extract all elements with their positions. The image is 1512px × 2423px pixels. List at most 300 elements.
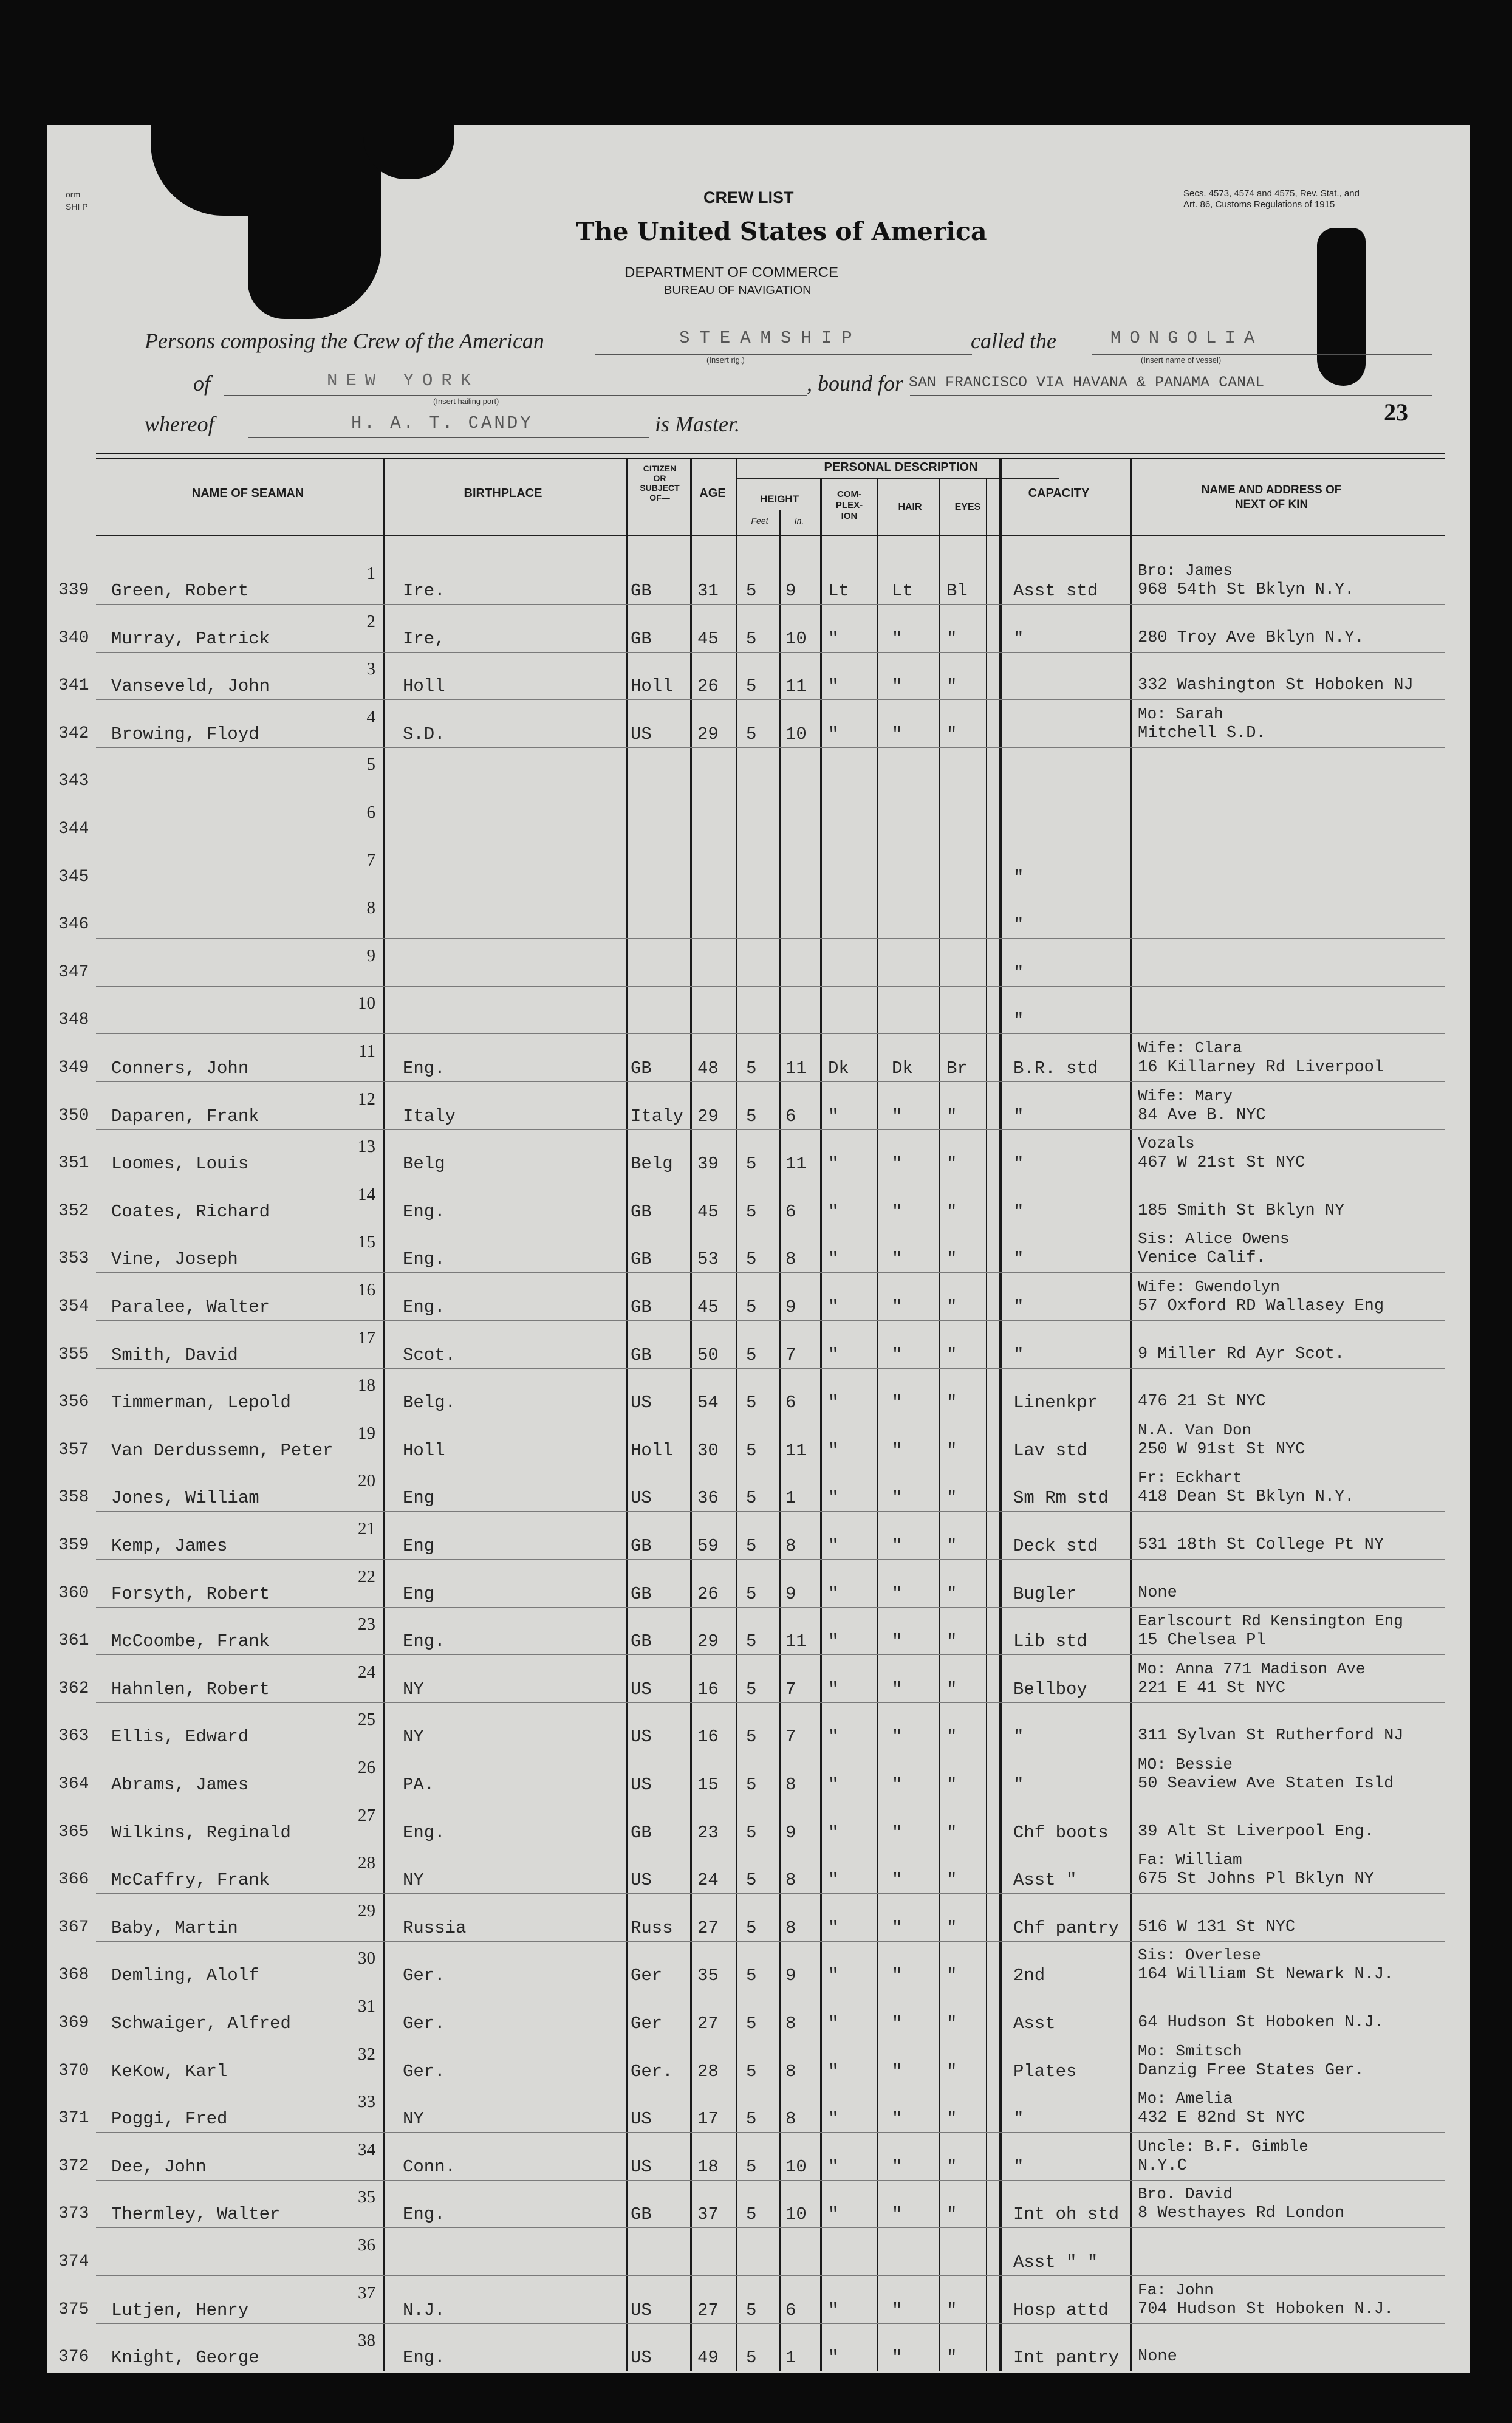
col-header-name: NAME OF SEAMAN: [191, 487, 304, 500]
row-sequence-number: 357: [58, 1440, 89, 1459]
height-feet: 5: [746, 1775, 757, 1795]
capacity: ": [1013, 2109, 1024, 2130]
complexion: ": [828, 1822, 839, 1843]
row-rule: [96, 1702, 1445, 1703]
hair-color: ": [892, 1631, 903, 1652]
height-feet: 5: [746, 1536, 757, 1556]
eye-color: ": [946, 1154, 957, 1174]
citizenship: Belg: [631, 1154, 673, 1174]
row-sequence-number: 340: [58, 628, 89, 648]
birthplace: Belg.: [403, 1393, 456, 1413]
page-number: 23: [1384, 399, 1408, 426]
complexion: ": [828, 2109, 839, 2130]
complexion: ": [828, 1870, 839, 1891]
height-feet: 5: [746, 1488, 757, 1509]
height-inches: 11: [785, 1058, 807, 1078]
eye-color: Bl: [946, 581, 968, 601]
seaman-name: Kemp, James: [111, 1536, 228, 1556]
next-of-kin-address: 50 Seaview Ave Staten Isld: [1138, 1775, 1394, 1793]
hair-color: ": [892, 2348, 903, 2368]
row-line-number: 23: [358, 1614, 375, 1634]
col-header-inches: In.: [794, 516, 804, 526]
row-rule: [96, 1081, 1445, 1082]
form-title: CREW LIST: [703, 188, 794, 207]
birthplace: Ger.: [403, 1965, 445, 1986]
row-line-number: 25: [358, 1710, 375, 1730]
row-sequence-number: 353: [58, 1249, 89, 1269]
bureau-name: BUREAU OF NAVIGATION: [664, 284, 812, 297]
next-of-kin-address: 704 Hudson St Hoboken N.J.: [1138, 2300, 1394, 2318]
seaman-name: Poggi, Fred: [111, 2109, 228, 2130]
seaman-name: Coates, Richard: [111, 1201, 270, 1222]
capacity: ": [1013, 1201, 1024, 1222]
age: 24: [697, 1870, 719, 1891]
height-feet: 5: [746, 1106, 757, 1126]
birthplace: Eng.: [403, 1249, 445, 1270]
column-divider: [820, 478, 822, 2371]
row-sequence-number: 355: [58, 1345, 89, 1364]
birthplace: Eng: [403, 1488, 435, 1509]
next-of-kin-name: Bro. David: [1138, 2185, 1233, 2204]
capacity: Bugler: [1013, 1583, 1077, 1604]
citizenship: GB: [631, 628, 652, 649]
seaman-name: McCaffry, Frank: [111, 1870, 270, 1891]
next-of-kin-address: 432 E 82nd St NYC: [1138, 2109, 1305, 2128]
complexion: ": [828, 2300, 839, 2320]
ink-blot: [1317, 228, 1366, 386]
row-rule: [96, 1033, 1445, 1034]
seaman-name: Conners, John: [111, 1058, 249, 1078]
column-divider: [877, 478, 878, 2371]
hair-color: ": [892, 1297, 903, 1317]
row-line-number: 16: [358, 1280, 375, 1300]
row-sequence-number: 360: [58, 1583, 89, 1603]
complexion: Lt: [828, 581, 849, 601]
hair-color: Dk: [892, 1058, 913, 1078]
row-sequence-number: 346: [58, 915, 89, 934]
citizenship: Russ: [631, 1917, 673, 1938]
citizenship: Ger: [631, 1965, 663, 1986]
hailing-port: NEW YORK: [327, 371, 480, 391]
row-rule: [96, 747, 1445, 748]
row-rule: [96, 1368, 1445, 1369]
eye-color: ": [946, 1536, 957, 1556]
birthplace: Eng.: [403, 1631, 445, 1652]
capacity: ": [1013, 962, 1024, 983]
age: 17: [697, 2109, 719, 2130]
row-line-number: 38: [358, 2331, 375, 2351]
age: 31: [697, 581, 719, 601]
complexion: ": [828, 1345, 839, 1365]
capacity: Sm Rm std: [1013, 1488, 1109, 1509]
height-inches: 10: [785, 724, 807, 744]
row-sequence-number: 350: [58, 1106, 89, 1125]
row-line-number: 32: [358, 2044, 375, 2064]
next-of-kin-name: Uncle: B.F. Gimble: [1138, 2137, 1308, 2156]
height-feet: 5: [746, 2156, 757, 2177]
row-line-number: 10: [358, 993, 375, 1013]
height-inches: 7: [785, 1727, 796, 1747]
hair-color: ": [892, 1201, 903, 1222]
next-of-kin-address: Mitchell S.D.: [1138, 724, 1266, 742]
row-sequence-number: 345: [58, 867, 89, 886]
rule: [1092, 354, 1432, 355]
citizenship: Ger: [631, 2013, 663, 2034]
next-of-kin-address: 280 Troy Ave Bklyn N.Y.: [1138, 628, 1364, 647]
master-name: H. A. T. CANDY: [351, 413, 533, 433]
age: 18: [697, 2156, 719, 2177]
birthplace: Ger.: [403, 2061, 445, 2082]
eye-color: ": [946, 1822, 957, 1843]
row-sequence-number: 347: [58, 962, 89, 982]
next-of-kin-address: 8 Westhayes Rd London: [1138, 2204, 1345, 2223]
citizenship: Holl: [631, 1440, 673, 1461]
seaman-name: Jones, William: [111, 1488, 259, 1509]
citizenship: GB: [631, 1058, 652, 1078]
next-of-kin-name: Sis: Alice Owens: [1138, 1230, 1290, 1249]
row-sequence-number: 367: [58, 1917, 89, 1937]
row-sequence-number: 339: [58, 581, 89, 600]
rule: [910, 395, 1432, 396]
complexion: ": [828, 1775, 839, 1795]
hair-color: ": [892, 2061, 903, 2082]
row-sequence-number: 366: [58, 1870, 89, 1890]
height-feet: 5: [746, 1201, 757, 1222]
statute-note-line2: Art. 86, Customs Regulations of 1915: [1183, 199, 1335, 210]
col-header-complexion-line3: ION: [841, 511, 858, 521]
birthplace: Ger.: [403, 2013, 445, 2034]
complexion: ": [828, 2348, 839, 2368]
capacity: ": [1013, 1727, 1024, 1747]
hair-color: ": [892, 2204, 903, 2225]
citizenship: US: [631, 2348, 652, 2368]
seaman-name: Wilkins, Reginald: [111, 1822, 291, 1843]
height-inches: 11: [785, 1631, 807, 1652]
height-inches: 8: [785, 1536, 796, 1556]
eye-color: ": [946, 1440, 957, 1461]
torn-paper-area: [248, 125, 381, 319]
row-line-number: 1: [366, 564, 375, 583]
row-sequence-number: 359: [58, 1536, 89, 1555]
birthplace: N.J.: [403, 2300, 445, 2320]
citizenship: GB: [631, 1345, 652, 1365]
eye-color: ": [946, 1488, 957, 1509]
eye-color: ": [946, 1727, 957, 1747]
eye-color: ": [946, 1345, 957, 1365]
statute-note: [1183, 188, 1360, 210]
height-feet: 5: [746, 2013, 757, 2034]
citizenship: US: [631, 1679, 652, 1699]
birthplace: Conn.: [403, 2156, 456, 2177]
height-inches: 8: [785, 1775, 796, 1795]
next-of-kin-address: 467 W 21st St NYC: [1138, 1154, 1305, 1173]
height-feet: 5: [746, 1917, 757, 1938]
table-top-border: [96, 453, 1445, 454]
seaman-name: Schwaiger, Alfred: [111, 2013, 291, 2034]
form-number-line1: orm: [66, 190, 81, 199]
column-divider: [939, 478, 940, 2371]
destination: SAN FRANCISCO VIA HAVANA & PANAMA CANAL: [909, 374, 1265, 391]
age: 27: [697, 1917, 719, 1938]
height-feet: 5: [746, 676, 757, 697]
row-sequence-number: 341: [58, 676, 89, 696]
next-of-kin-name: Vozals: [1138, 1134, 1195, 1153]
row-line-number: 2: [366, 611, 375, 631]
row-sequence-number: 373: [58, 2204, 89, 2224]
row-sequence-number: 352: [58, 1201, 89, 1221]
seaman-name: Dee, John: [111, 2156, 207, 2177]
next-of-kin-name: N.A. Van Don: [1138, 1421, 1252, 1439]
next-of-kin-address: 476 21 St NYC: [1138, 1393, 1266, 1411]
row-rule: [96, 1511, 1445, 1512]
row-line-number: 29: [358, 1900, 375, 1921]
birthplace: Russia: [403, 1917, 467, 1938]
crew-list-page: [47, 125, 1470, 2373]
rule: [737, 478, 1059, 479]
row-sequence-number: 344: [58, 820, 89, 838]
row-rule: [96, 1559, 1445, 1560]
next-of-kin-name: Fr: Eckhart: [1138, 1469, 1242, 1487]
complexion: ": [828, 2013, 839, 2034]
birthplace: Eng: [403, 1536, 435, 1556]
birthplace: Eng.: [403, 1297, 445, 1317]
hair-color: ": [892, 1917, 903, 1938]
complexion: ": [828, 2156, 839, 2177]
age: 45: [697, 628, 719, 649]
complexion: ": [828, 628, 839, 649]
row-rule: [96, 1320, 1445, 1321]
row-line-number: 34: [358, 2139, 375, 2159]
next-of-kin-name: Fa: John: [1138, 2280, 1214, 2299]
capacity: ": [1013, 628, 1024, 649]
age: 29: [697, 1631, 719, 1652]
eye-color: Br: [946, 1058, 968, 1078]
seaman-name: Daparen, Frank: [111, 1106, 259, 1126]
height-inches: 10: [785, 2204, 807, 2225]
birthplace: Holl: [403, 676, 445, 697]
next-of-kin-address: 185 Smith St Bklyn NY: [1138, 1201, 1345, 1220]
complexion: ": [828, 1201, 839, 1222]
statute-note-line1: Secs. 4573, 4574 and 4575, Rev. Stat., and: [1183, 188, 1360, 199]
hair-color: ": [892, 1249, 903, 1270]
row-line-number: 3: [366, 659, 375, 679]
next-of-kin-name: Wife: Gwendolyn: [1138, 1278, 1281, 1296]
next-of-kin-name: MO: Bessie: [1138, 1755, 1233, 1774]
citizenship: GB: [631, 1249, 652, 1270]
height-inches: 9: [785, 581, 796, 601]
complexion: ": [828, 1583, 839, 1604]
complexion: ": [828, 1727, 839, 1747]
row-sequence-number: 363: [58, 1727, 89, 1746]
col-header-complexion-line2: PLEX-: [835, 500, 863, 510]
height-inches: 11: [785, 1440, 807, 1461]
eye-color: ": [946, 1297, 957, 1317]
called-the-label: called the: [971, 329, 1056, 353]
row-sequence-number: 371: [58, 2109, 89, 2128]
age: 45: [697, 1297, 719, 1317]
age: 53: [697, 1249, 719, 1270]
eye-color: ": [946, 2348, 957, 2368]
row-sequence-number: 372: [58, 2156, 89, 2176]
eye-color: ": [946, 628, 957, 649]
height-inches: 8: [785, 2061, 796, 2082]
height-inches: 8: [785, 1870, 796, 1891]
row-sequence-number: 369: [58, 2013, 89, 2032]
next-of-kin-name: Mo: Sarah: [1138, 704, 1223, 723]
capacity: ": [1013, 1775, 1024, 1795]
next-of-kin-name: Bro: James: [1138, 561, 1233, 580]
department-name: DEPARTMENT OF COMMERCE: [624, 264, 839, 281]
capacity: ": [1013, 1106, 1024, 1126]
next-of-kin-name: Wife: Mary: [1138, 1086, 1233, 1105]
capacity: ": [1013, 1345, 1024, 1365]
age: 30: [697, 1440, 719, 1461]
age: 45: [697, 1201, 719, 1222]
capacity: Bellboy: [1013, 1679, 1087, 1699]
row-sequence-number: 375: [58, 2300, 89, 2319]
complexion: ": [828, 1249, 839, 1270]
row-line-number: 7: [366, 850, 375, 870]
rule: [248, 437, 649, 438]
age: 50: [697, 1345, 719, 1365]
seaman-name: Abrams, James: [111, 1775, 249, 1795]
height-feet: 5: [746, 1822, 757, 1843]
birthplace: Eng.: [403, 1058, 445, 1078]
citizenship: Ger.: [631, 2061, 673, 2082]
hair-color: ": [892, 1965, 903, 1986]
height-feet: 5: [746, 628, 757, 649]
col-header-eyes: EYES: [954, 502, 981, 512]
row-rule: [96, 2132, 1445, 2133]
height-inches: 9: [785, 1822, 796, 1843]
next-of-kin-address: 9 Miller Rd Ayr Scot.: [1138, 1345, 1345, 1363]
seaman-name: Timmerman, Lepold: [111, 1393, 291, 1413]
citizenship: GB: [631, 1297, 652, 1317]
capacity: Plates: [1013, 2061, 1077, 2082]
seaman-name: Forsyth, Robert: [111, 1583, 270, 1604]
row-sequence-number: 342: [58, 724, 89, 743]
row-sequence-number: 374: [58, 2252, 89, 2271]
row-line-number: 12: [358, 1089, 375, 1109]
height-inches: 7: [785, 1345, 796, 1365]
complexion: ": [828, 1297, 839, 1317]
row-line-number: 4: [366, 707, 375, 727]
is-master-label: is Master.: [655, 412, 741, 436]
next-of-kin-name: Sis: Overlese: [1138, 1946, 1261, 1965]
citizenship: US: [631, 2300, 652, 2320]
next-of-kin-address: 675 St Johns Pl Bklyn NY: [1138, 1870, 1374, 1889]
next-of-kin-address: Venice Calif.: [1138, 1249, 1266, 1268]
row-rule: [96, 2275, 1445, 2276]
age: 26: [697, 1583, 719, 1604]
row-line-number: 24: [358, 1662, 375, 1682]
height-feet: 5: [746, 1583, 757, 1604]
col-header-complexion-line1: COM-: [837, 489, 861, 499]
complexion: ": [828, 2204, 839, 2225]
eye-color: ": [946, 2013, 957, 2034]
citizenship: GB: [631, 581, 652, 601]
capacity: Linenkpr: [1013, 1393, 1098, 1413]
row-line-number: 14: [358, 1184, 375, 1204]
complexion: ": [828, 1917, 839, 1938]
hair-color: ": [892, 2300, 903, 2320]
row-rule: [96, 2323, 1445, 2324]
height-inches: 11: [785, 676, 807, 697]
complexion: ": [828, 1536, 839, 1556]
col-header-citizen: [629, 464, 690, 502]
height-inches: 9: [785, 1965, 796, 1986]
citizenship: US: [631, 1870, 652, 1891]
capacity: ": [1013, 1297, 1024, 1317]
citizenship: US: [631, 2109, 652, 2130]
hair-color: ": [892, 1440, 903, 1461]
capacity: ": [1013, 2156, 1024, 2177]
row-line-number: 36: [358, 2235, 375, 2255]
hair-color: ": [892, 724, 903, 744]
eye-color: ": [946, 2300, 957, 2320]
capacity: Deck std: [1013, 1536, 1098, 1556]
birthplace: Italy: [403, 1106, 456, 1126]
seaman-name: Vine, Joseph: [111, 1249, 238, 1270]
capacity: Hosp attd: [1013, 2300, 1109, 2320]
rig-value: STEAMSHIP: [679, 328, 862, 348]
height-feet: 5: [746, 2300, 757, 2320]
height-inches: 1: [785, 2348, 796, 2368]
column-divider: [779, 510, 781, 2371]
eye-color: ": [946, 1917, 957, 1938]
col-header-birthplace: BIRTHPLACE: [464, 487, 542, 500]
complexion: ": [828, 724, 839, 744]
next-of-kin-address: 221 E 41 St NYC: [1138, 1679, 1286, 1698]
age: 29: [697, 724, 719, 744]
row-rule: [96, 652, 1445, 653]
height-inches: 7: [785, 1679, 796, 1699]
hair-color: ": [892, 1727, 903, 1747]
seaman-name: Baby, Martin: [111, 1917, 238, 1938]
birthplace: NY: [403, 1679, 424, 1699]
row-line-number: 37: [358, 2283, 375, 2303]
eye-color: ": [946, 1249, 957, 1270]
citizenship: GB: [631, 2204, 652, 2225]
persons-composing-label: Persons composing the Crew of the American: [145, 329, 544, 353]
height-feet: 5: [746, 2204, 757, 2225]
capacity: Asst ": [1013, 1870, 1077, 1891]
height-inches: 1: [785, 1488, 796, 1509]
hair-color: ": [892, 1106, 903, 1126]
table-top-border-2: [96, 458, 1445, 459]
height-inches: 9: [785, 1583, 796, 1604]
eye-color: ": [946, 1631, 957, 1652]
whereof-label: whereof: [145, 412, 214, 436]
capacity: Chf boots: [1013, 1822, 1109, 1843]
next-of-kin-address: 57 Oxford RD Wallasey Eng: [1138, 1297, 1384, 1315]
next-of-kin-address: None: [1138, 2348, 1177, 2366]
height-inches: 6: [785, 1393, 796, 1413]
next-of-kin-address: 968 54th St Bklyn N.Y.: [1138, 581, 1355, 599]
age: 27: [697, 2300, 719, 2320]
next-of-kin-name: Mo: Anna 771 Madison Ave: [1138, 1659, 1366, 1678]
complexion: ": [828, 676, 839, 697]
eye-color: ": [946, 2109, 957, 2130]
col-header-citizen-line3: SUBJECT: [640, 483, 680, 493]
col-header-feet: Feet: [751, 516, 768, 526]
hair-color: ": [892, 2109, 903, 2130]
vessel-name: MONGOLIA: [1110, 328, 1264, 348]
row-line-number: 9: [366, 945, 375, 965]
next-of-kin-address: None: [1138, 1583, 1177, 1602]
row-line-number: 30: [358, 1948, 375, 1969]
row-line-number: 11: [358, 1041, 375, 1061]
